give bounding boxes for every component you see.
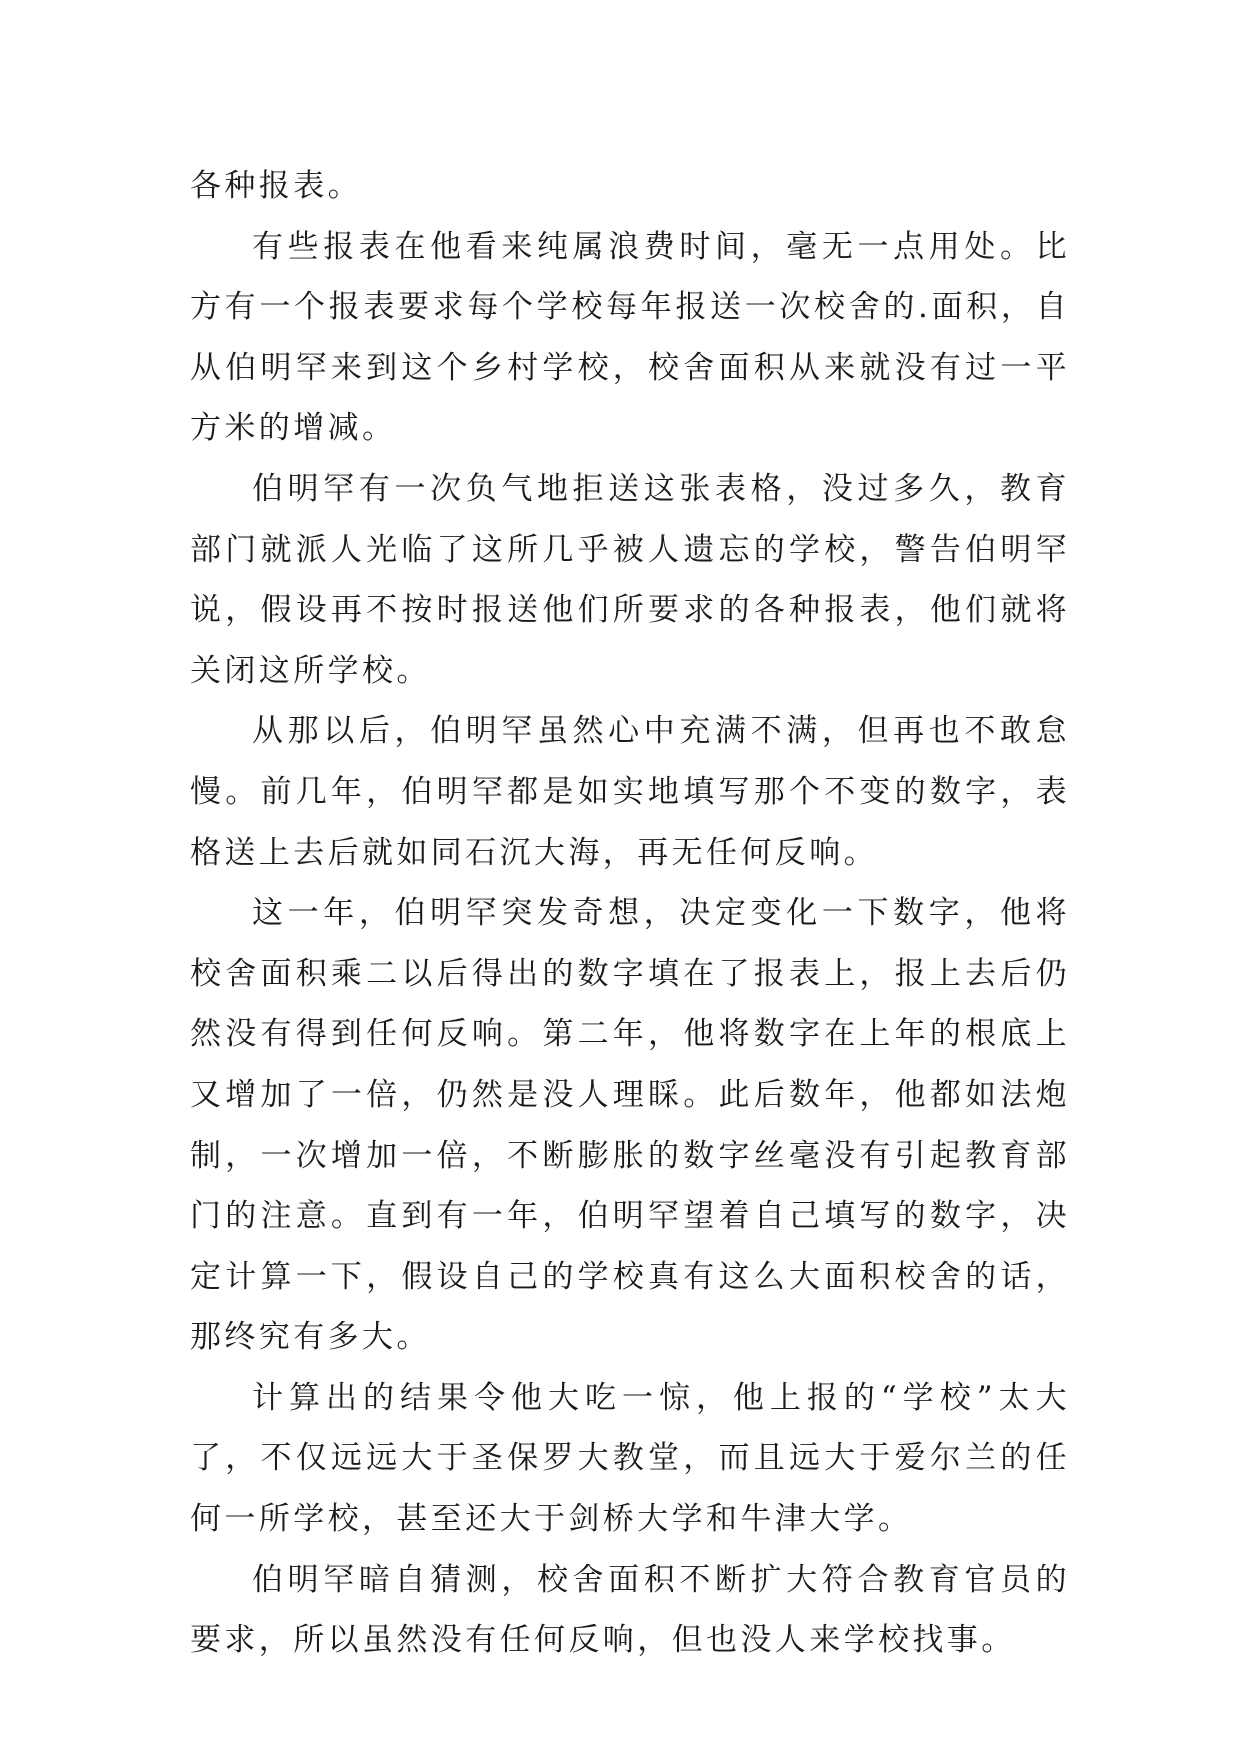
document-body: [190, 156, 1070, 1671]
paragraph-7: 伯明罕暗自猜测，校舍面积不断扩大符合教育官员的要求，所以虽然没有任何反响，但也没人来学校找事。: [190, 1561, 1070, 1659]
paragraph-3: 伯明罕有一次负气地拒送这张表格，没过多久，教育部门就派人光临了这所几乎被人遗忘的学校，警告伯明罕说，假设再不按时报送他们所要求的各种报表，他们就将关闭这所学校。: [190, 470, 1070, 689]
paragraph-1: 各种报表。: [190, 168, 362, 204]
paragraph-2: 有些报表在他看来纯属浪费时间，毫无一点用处。比方有一个报表要求每个学校每年报送一次校舍的.面积，自从伯明罕来到这个乡村学校，校舍面积从来就没有过一平方米的增减。: [190, 228, 1070, 447]
paragraph-4: 从那以后，伯明罕虽然心中充满不满，但再也不敢怠慢。前几年，伯明罕都是如实地填写那个不变的数字，表格送上去后就如同石沉大海，再无任何反响。: [190, 713, 1070, 871]
paragraph-6: 计算出的结果令他大吃一惊，他上报的“学校”太大了，不仅远远大于圣保罗大教堂，而且远大于爱尔兰的任何一所学校，甚至还大于剑桥大学和牛津大学。: [190, 1379, 1070, 1538]
paragraph-5: 这一年，伯明罕突发奇想，决定变化一下数字，他将校舍面积乘二以后得出的数字填在了报表上，报上去后仍然没有得到任何反响。第二年，他将数字在上年的根底上又增加了一倍，仍然是没人理睬。此后数年，他都如法炮制，一次增加一倍，不断膨胀的数字丝毫没有引起教育部门的注意。直到有一年，伯明罕望着自己填写的数字，决定计算一下，假设自己的学校真有这么大面积校舍的话，那终究有多大。: [190, 895, 1070, 1356]
